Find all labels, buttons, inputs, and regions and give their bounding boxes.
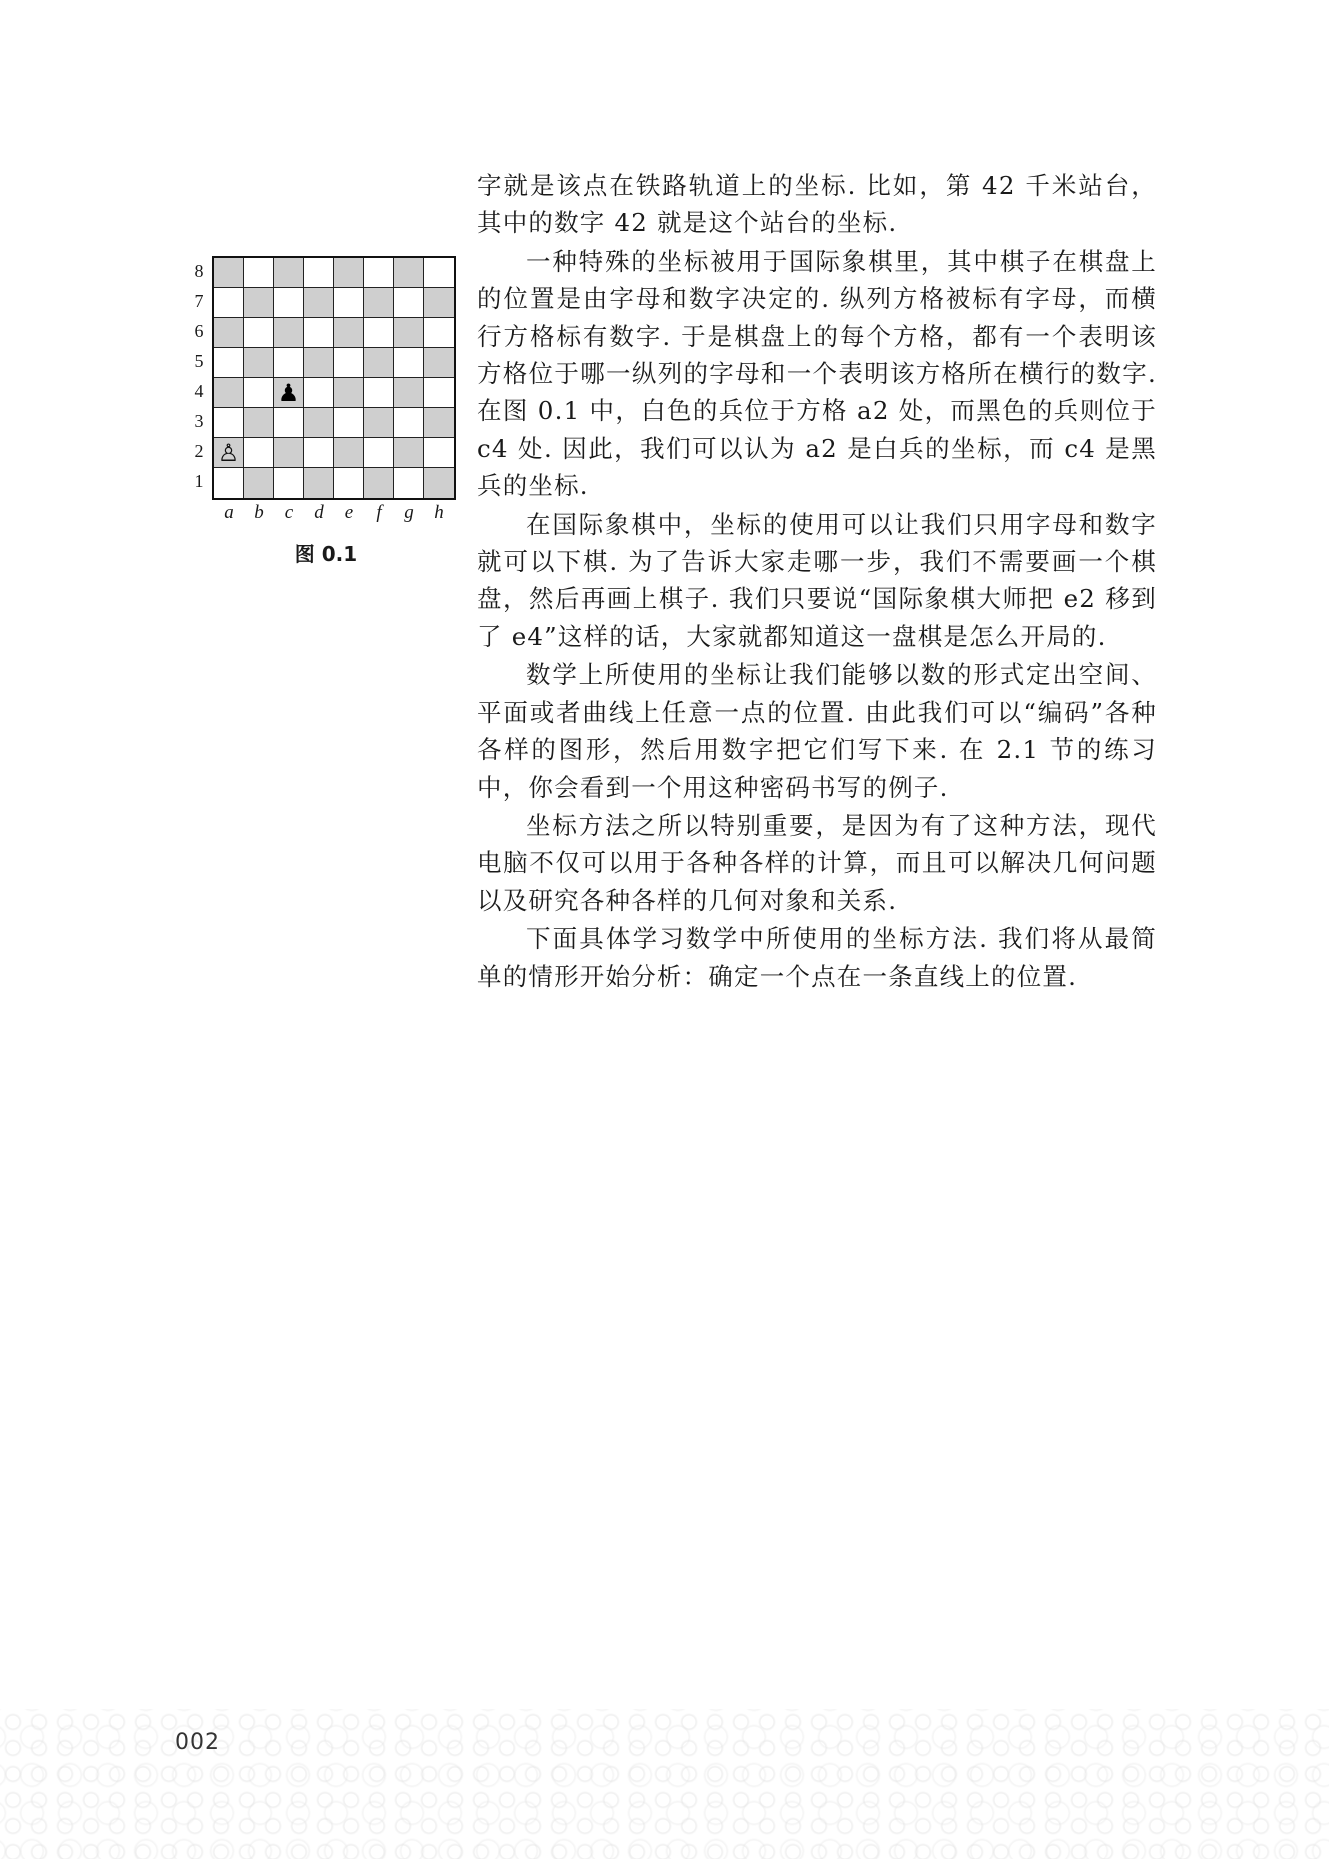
board-square-h4 xyxy=(424,378,454,408)
board-square-d6 xyxy=(304,318,334,348)
body-text xyxy=(477,167,1157,996)
rank-label: 6 xyxy=(194,321,204,341)
file-label: c xyxy=(284,502,294,523)
board-square-d7 xyxy=(304,288,334,318)
board-square-c6 xyxy=(274,318,304,348)
rank-label: 7 xyxy=(194,291,204,311)
board-square-f2 xyxy=(364,438,394,468)
board-square-b5 xyxy=(244,348,274,378)
rank-label: 8 xyxy=(194,261,204,281)
rank-label: 4 xyxy=(194,381,204,401)
white-pawn-icon: ♙ xyxy=(217,438,240,467)
board-square-b3 xyxy=(244,408,274,438)
rank-labels xyxy=(186,256,212,496)
board-square-a2 xyxy=(214,438,244,468)
board-square-b2 xyxy=(244,438,274,468)
file-label: b xyxy=(254,502,264,523)
board-square-h6 xyxy=(424,318,454,348)
board-square-d2 xyxy=(304,438,334,468)
board-square-e7 xyxy=(334,288,364,318)
chessboard-container xyxy=(186,254,466,544)
board-square-b7 xyxy=(244,288,274,318)
board-square-g1 xyxy=(394,468,424,498)
board-square-d3 xyxy=(304,408,334,438)
board-square-f3 xyxy=(364,408,394,438)
board-square-a1 xyxy=(214,468,244,498)
file-label: g xyxy=(404,502,414,523)
file-label: f xyxy=(376,502,382,523)
rank-label: 2 xyxy=(194,441,204,461)
board-square-b4 xyxy=(244,378,274,408)
board-square-e8 xyxy=(334,258,364,288)
board-square-g7 xyxy=(394,288,424,318)
board-square-h1 xyxy=(424,468,454,498)
paragraph: 在国际象棋中，坐标的使用可以让我们只用字母和数字就可以下棋. 为了告诉大家走哪一步，我们不需要画一个棋盘，然后再画上棋子. 我们只要说“国际象棋大师把 e2 移到了 e4”这样的话，大家就都知道这一盘棋是怎么开局的. xyxy=(477,509,1157,651)
board-square-a5 xyxy=(214,348,244,378)
file-labels xyxy=(214,502,454,526)
board-square-b6 xyxy=(244,318,274,348)
board-square-d8 xyxy=(304,258,334,288)
rank-label: 5 xyxy=(194,351,204,371)
file-label: d xyxy=(314,502,324,523)
paragraph: 一种特殊的坐标被用于国际象棋里，其中棋子在棋盘上的位置是由字母和数字决定的. 纵列方格被标有字母，而横行方格标有数字. 于是棋盘上的每个方格，都有一个表明该方格位于哪一纵列的字母和一个表明该方格所在横行的数字. 在图 0.1 中，白色的兵位于方格 a2 处，而黑色的兵则位于 c4 处. 因此，我们可以认为 a2 是白兵的坐标，而 c4 是黑兵的坐标. xyxy=(477,246,1157,501)
board-square-e1 xyxy=(334,468,364,498)
black-pawn-icon: ♟ xyxy=(277,378,300,407)
board-square-d5 xyxy=(304,348,334,378)
board-square-g4 xyxy=(394,378,424,408)
file-label: e xyxy=(344,502,354,523)
board-square-b1 xyxy=(244,468,274,498)
board-square-f8 xyxy=(364,258,394,288)
board-square-a3 xyxy=(214,408,244,438)
paragraph: 字就是该点在铁路轨道上的坐标. 比如，第 42 千米站台，其中的数字 42 就是这个站台的坐标. xyxy=(477,171,1157,238)
board-square-h8 xyxy=(424,258,454,288)
board-square-f6 xyxy=(364,318,394,348)
board-square-a7 xyxy=(214,288,244,318)
board-square-h2 xyxy=(424,438,454,468)
board-square-g3 xyxy=(394,408,424,438)
board-square-d1 xyxy=(304,468,334,498)
board-square-a6 xyxy=(214,318,244,348)
board-square-g2 xyxy=(394,438,424,468)
board-square-c3 xyxy=(274,408,304,438)
board-square-c7 xyxy=(274,288,304,318)
board-square-c4 xyxy=(274,378,304,408)
board-square-f5 xyxy=(364,348,394,378)
board-square-f4 xyxy=(364,378,394,408)
board-square-g8 xyxy=(394,258,424,288)
rank-label: 1 xyxy=(194,471,204,491)
board-square-h7 xyxy=(424,288,454,318)
paragraph: 数学上所使用的坐标让我们能够以数的形式定出空间、平面或者曲线上任意一点的位置. 由此我们可以“编码”各种各样的图形，然后用数字把它们写下来. 在 2.1 节的练习中，你会看到一个用这种密码书写的例子. xyxy=(477,660,1157,802)
figure-chessboard xyxy=(186,254,466,574)
paragraph: 坐标方法之所以特别重要，是因为有了这种方法，现代电脑不仅可以用于各种各样的计算，而且可以解决几何问题以及研究各种各样的几何对象和关系. xyxy=(477,810,1157,915)
board-square-f1 xyxy=(364,468,394,498)
board-square-h5 xyxy=(424,348,454,378)
figure-caption: 图 0.1 xyxy=(294,542,358,566)
board-square-c5 xyxy=(274,348,304,378)
board-square-h3 xyxy=(424,408,454,438)
board-square-e3 xyxy=(334,408,364,438)
board-square-c2 xyxy=(274,438,304,468)
board-square-c8 xyxy=(274,258,304,288)
board-square-e5 xyxy=(334,348,364,378)
board-square-a8 xyxy=(214,258,244,288)
file-label: a xyxy=(224,502,234,523)
chessboard xyxy=(212,256,456,500)
page-number: 002 xyxy=(175,1730,220,1755)
board-square-g6 xyxy=(394,318,424,348)
board-square-e2 xyxy=(334,438,364,468)
board-square-b8 xyxy=(244,258,274,288)
rank-label: 3 xyxy=(194,411,204,431)
board-square-f7 xyxy=(364,288,394,318)
board-square-g5 xyxy=(394,348,424,378)
paragraph: 下面具体学习数学中所使用的坐标方法. 我们将从最简单的情形开始分析：确定一个点在一条直线上的位置. xyxy=(477,924,1157,991)
board-square-a4 xyxy=(214,378,244,408)
file-label: h xyxy=(434,502,444,523)
board-square-e4 xyxy=(334,378,364,408)
board-square-c1 xyxy=(274,468,304,498)
board-square-e6 xyxy=(334,318,364,348)
board-square-d4 xyxy=(304,378,334,408)
